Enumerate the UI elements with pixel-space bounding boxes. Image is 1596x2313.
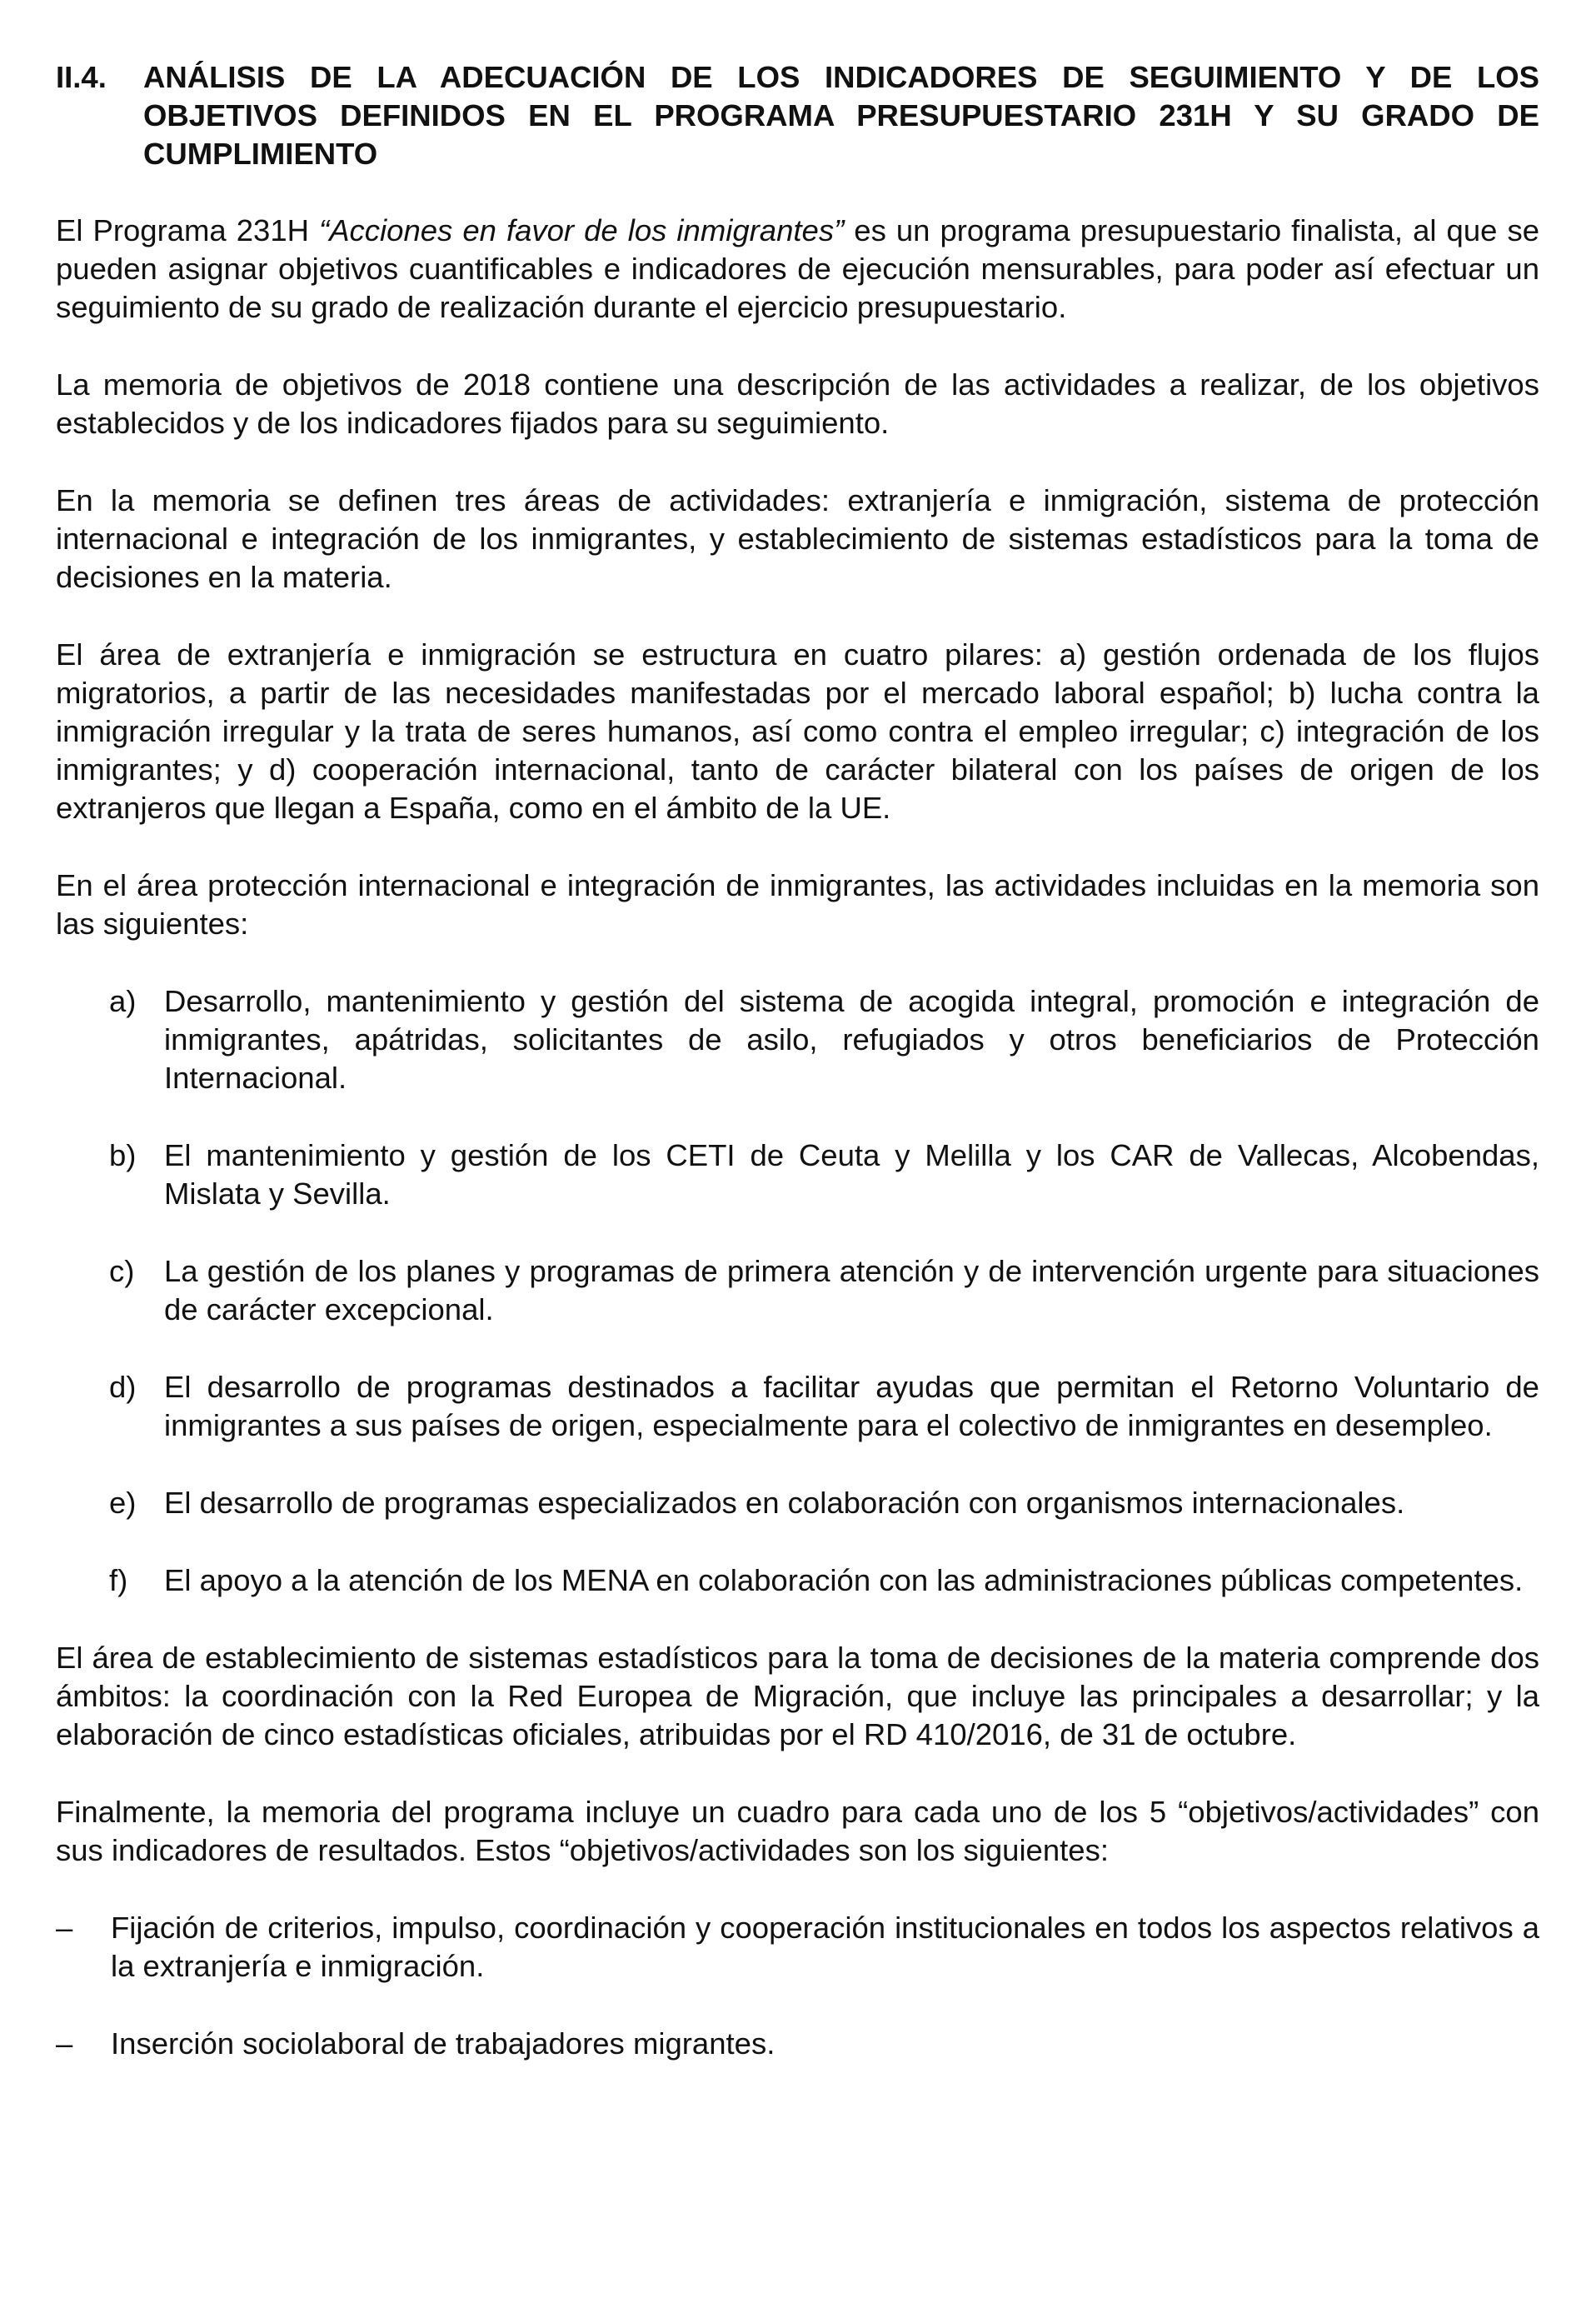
activity-item bbox=[56, 1137, 1539, 1213]
section-heading bbox=[56, 58, 1539, 173]
paragraph-objectives-intro: Finalmente, la memoria del programa incluye un cuadro para cada uno de los 5 “objetivos/actividades” con sus indicadores de resultados. Estos “objetivos/actividades son los siguientes: bbox=[56, 1795, 1539, 1867]
program-name-italic: “Acciones en favor de los inmigrantes” bbox=[319, 213, 845, 247]
paragraph-objectives-memo: La memoria de objetivos de 2018 contiene una descripción de las actividades a realizar, de los objetivos establecidos y de los indicadores fijados para su seguimiento. bbox=[56, 367, 1539, 440]
dash-bullet: – bbox=[56, 2026, 73, 2061]
activity-text: El mantenimiento y gestión de los CETI de Ceuta y Melilla y los CAR de Vallecas, Alcobendas, Mislata y Sevilla. bbox=[164, 1138, 1539, 1211]
program-intro-rest: es un programa presupuestario finalista, al que se pueden asignar objetivos cuantificables e indicadores de ejecución mensurables, para poder así efectuar un seguimiento de su grado de realización durante el ejercicio presupuestario. bbox=[56, 213, 1539, 324]
activity-marker: b) bbox=[109, 1138, 137, 1172]
activity-item bbox=[56, 1368, 1539, 1445]
activity-text: La gestión de los planes y programas de primera atención y de intervención urgente para situaciones de carácter excepcional. bbox=[164, 1254, 1539, 1326]
paragraph-protection-intro: En el área protección internacional e integración de inmigrantes, las actividades incluidas en la memoria son las siguientes: bbox=[56, 868, 1539, 941]
activity-text: El desarrollo de programas especializados en colaboración con organismos internacionales. bbox=[164, 1486, 1405, 1520]
activity-marker: c) bbox=[109, 1254, 135, 1288]
activity-item bbox=[56, 982, 1539, 1097]
paragraph-immigration-pillars: El área de extranjería e inmigración se estructura en cuatro pilares: a) gestión ordenada de los flujos migratorios, a partir de las necesidades manifestadas por el mercado laboral español; b) lucha contra la inmigración irregular y la trata de seres humanos, así como contra el empleo irregular; c) integración de los inmigrantes; y d) cooperación internacional, tanto de carácter bilateral con los países de origen de los extranjeros que llegan a España, como en el ámbito de la UE. bbox=[56, 637, 1539, 825]
paragraph-program-intro bbox=[56, 212, 1539, 327]
activity-marker: e) bbox=[109, 1486, 137, 1520]
objective-text: Inserción sociolaboral de trabajadores migrantes. bbox=[111, 2026, 776, 2061]
activity-marker: d) bbox=[109, 1370, 137, 1404]
activity-item bbox=[56, 1484, 1539, 1522]
objective-item bbox=[56, 2025, 1539, 2063]
activity-marker: a) bbox=[109, 984, 137, 1018]
document-page bbox=[56, 58, 1539, 2102]
activity-marker: f) bbox=[109, 1563, 128, 1597]
section-number: II.4. bbox=[56, 60, 107, 94]
dash-bullet: – bbox=[56, 1911, 73, 1945]
activity-text: El apoyo a la atención de los MENA en colaboración con las administraciones públicas competentes. bbox=[164, 1563, 1524, 1597]
paragraph-statistics-area: El área de establecimiento de sistemas estadísticos para la toma de decisiones de la materia comprende dos ámbitos: la coordinación con la Red Europea de Migración, que incluye las principales a desarrollar; y la elaboración de cinco estadísticas oficiales, atribuidas por el RD 410/2016, de 31 de octubre. bbox=[56, 1641, 1539, 1751]
activity-item bbox=[56, 1252, 1539, 1329]
objective-item bbox=[56, 1909, 1539, 1986]
paragraph-three-areas: En la memoria se definen tres áreas de actividades: extranjería e inmigración, sistema de protección internacional e integración de los inmigrantes, y establecimiento de sistemas estadísticos para la toma de decisiones en la materia. bbox=[56, 483, 1539, 594]
program-intro-start: El Programa 231H bbox=[56, 213, 320, 247]
objective-text: Fijación de criterios, impulso, coordinación y cooperación institucionales en todos los aspectos relativos a la extranjería e inmigración. bbox=[111, 1911, 1539, 1983]
activity-item bbox=[56, 1561, 1539, 1600]
activity-text: El desarrollo de programas destinados a facilitar ayudas que permitan el Retorno Voluntario de inmigrantes a sus países de origen, especialmente para el colectivo de inmigrantes en desempleo. bbox=[164, 1370, 1539, 1442]
activity-text: Desarrollo, mantenimiento y gestión del sistema de acogida integral, promoción e integración de inmigrantes, apátridas, solicitantes de asilo, refugiados y otros beneficiarios de Protección Internacional. bbox=[164, 984, 1539, 1095]
section-title: ANÁLISIS DE LA ADECUACIÓN DE LOS INDICADORES DE SEGUIMIENTO Y DE LOS OBJETIVOS DEFINIDOS EN EL PROGRAMA PRESUPUESTARIO 231H Y SU GRADO DE CUMPLIMIENTO bbox=[143, 60, 1539, 171]
